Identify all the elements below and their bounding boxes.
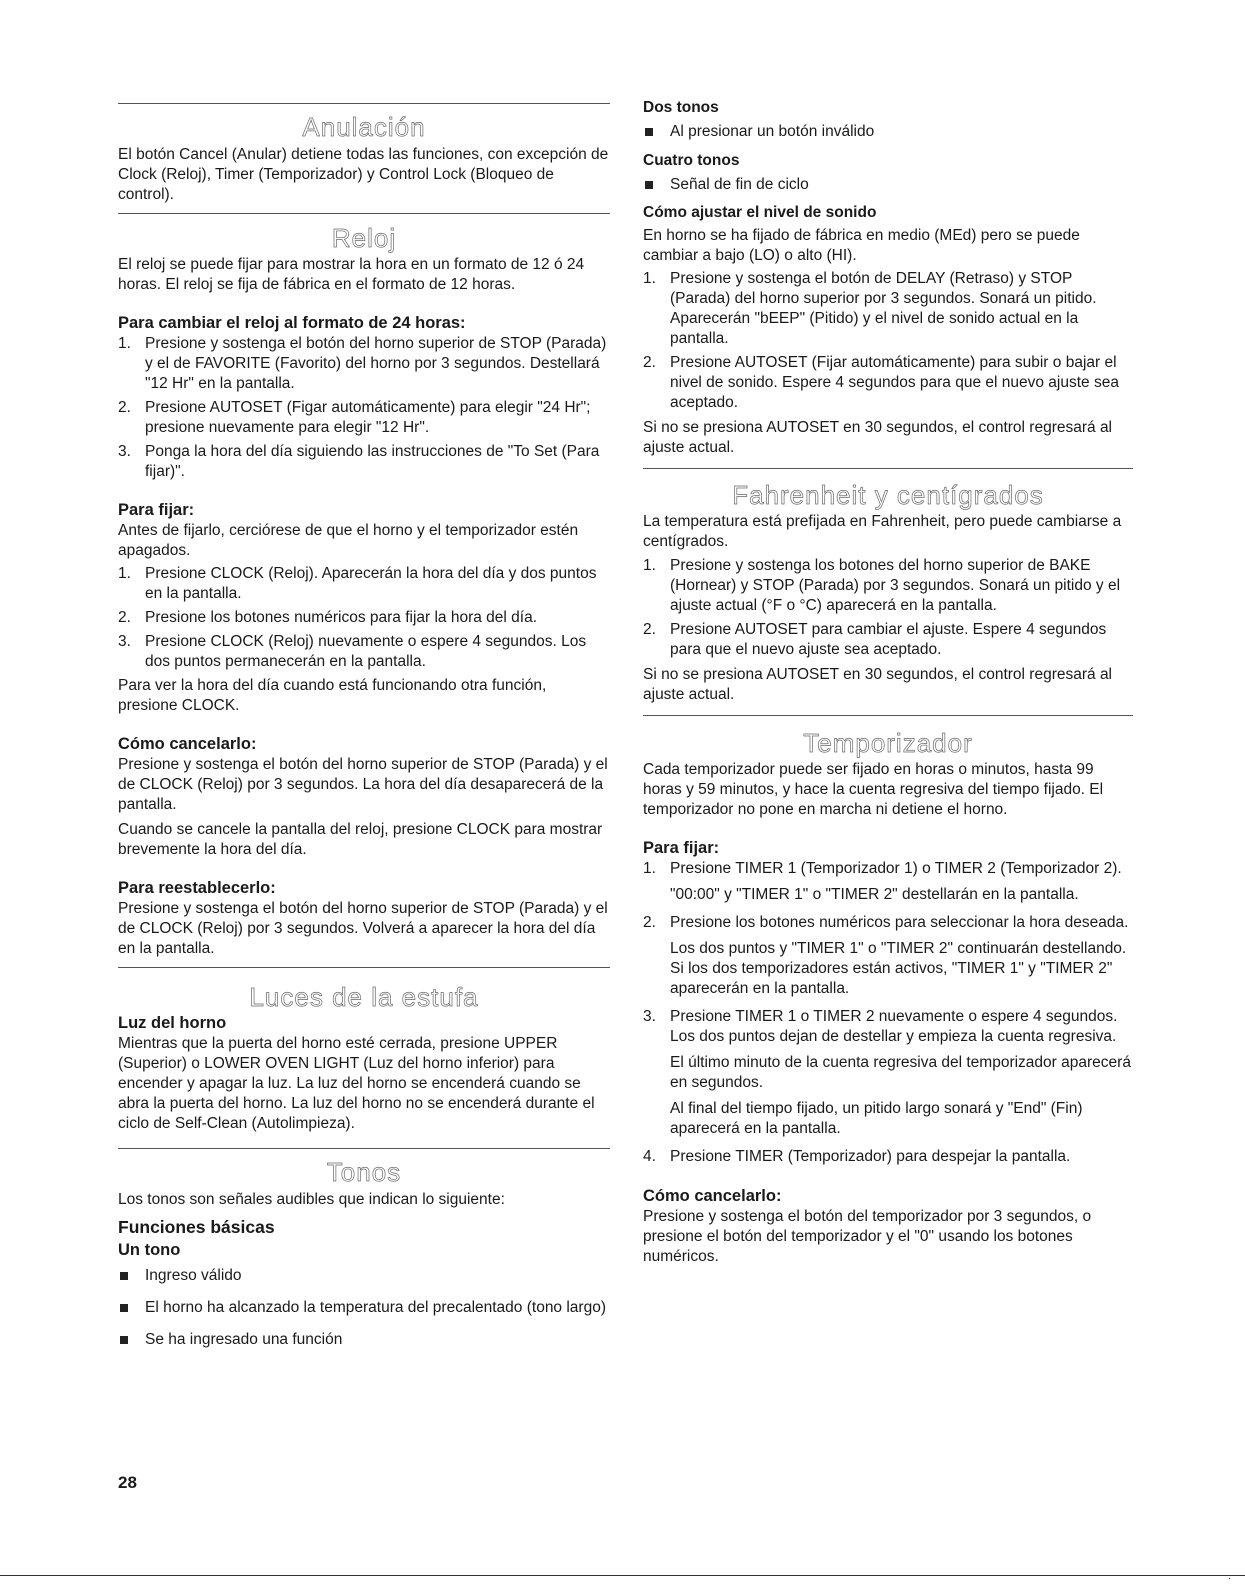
right-column <box>643 0 1133 1267</box>
step-text: Ponga la hora del día siguiendo las instrucciones de "To Set (Para fijar)". <box>145 443 600 480</box>
list-item <box>118 1266 610 1286</box>
bullet-icon <box>120 1336 128 1344</box>
reloj-formato-heading: Para cambiar el reloj al formato de 24 horas: <box>118 314 466 332</box>
cuatro-tonos-heading: Cuatro tonos <box>643 152 740 169</box>
list-item <box>118 608 610 628</box>
reloj-formato-steps <box>118 334 610 482</box>
step-number: 2. <box>643 914 656 931</box>
bullet-text: Al presionar un botón inválido <box>670 123 875 140</box>
cuatro-tonos-list <box>643 175 1133 195</box>
bullet-text: Ingreso válido <box>145 1267 242 1284</box>
section-rule <box>643 715 1133 716</box>
step-text: Presione TIMER 1 (Temporizador 1) o TIMER 2 (Temporizador 2). <box>670 860 1122 877</box>
step-number: 2. <box>118 399 131 416</box>
list-item <box>643 175 1133 195</box>
list-item <box>118 398 610 438</box>
nivel-note: Si no se presiona AUTOSET en 30 segundos, el control regresará al ajuste actual. <box>643 419 1113 456</box>
step-number: 4. <box>643 1148 656 1165</box>
step-text: Presione los botones numéricos para seleccionar la hora deseada. <box>670 914 1129 931</box>
temporizador-cancelar-heading: Cómo cancelarlo: <box>643 1187 782 1205</box>
fahrenheit-note: Si no se presiona AUTOSET en 30 segundos, el control regresará al ajuste actual. <box>643 666 1113 703</box>
step-text: Presione y sostenga el botón del horno superior de STOP (Parada) y el de FAVORITE (Favorito) del horno por 3 segundos. Destellará "12 Hr" en la pantalla. <box>145 335 607 392</box>
temporizador-cancelar-text: Presione y sostenga el botón del temporizador por 3 segundos, o presione el botón del temporizador y el "0" usando los botones numéricos. <box>643 1208 1092 1265</box>
list-item <box>643 353 1133 413</box>
temporizador-fijar-heading: Para fijar: <box>643 839 720 857</box>
bullet-icon <box>645 128 653 136</box>
step-number: 1. <box>643 557 656 574</box>
reloj-restablecer-text: Presione y sostenga el botón del horno superior de STOP (Parada) y el de CLOCK (Reloj) por 3 segundos. Volverá a aparecer la hora del día en la pantalla. <box>118 900 608 957</box>
tonos-un-tono-heading: Un tono <box>118 1241 181 1259</box>
section-title-anulacion: Anulación <box>302 112 426 142</box>
step-text: Presione y sostenga el botón de DELAY (Retraso) y STOP (Parada) del horno superior por 3 segundos. Sonará un pitido. Aparecerán "bEEP" (Pitido) y el nivel de sonido actual en la pantalla. <box>670 270 1097 347</box>
step-text: Presione y sostenga los botones del horno superior de BAKE (Hornear) y STOP (Parada) por 3 segundos. Sonará un pitido y el ajuste actual (°F o °C) aparecerá en la pantalla. <box>670 557 1121 614</box>
tonos-funciones-heading: Funciones básicas <box>118 1217 275 1237</box>
section-title-fahrenheit: Fahrenheit y centígrados <box>732 480 1044 510</box>
corner-mark: · <box>1228 1573 1232 1584</box>
step-number: 1. <box>118 565 131 582</box>
temporizador-intro: Cada temporizador puede ser fijado en horas o minutos, hasta 99 horas y 59 minutos, y hace la cuenta regresiva del tiempo fijado. El temporizador no pone en marcha ni detiene el horno. <box>643 761 1104 818</box>
section-rule <box>118 1148 610 1149</box>
section-title-reloj: Reloj <box>331 223 397 253</box>
luces-heading: Luz del horno <box>118 1014 227 1032</box>
step-number: 3. <box>118 633 131 650</box>
step-number: 2. <box>643 621 656 638</box>
section-rule <box>118 967 610 968</box>
list-item <box>118 564 610 604</box>
section-rule <box>643 468 1133 469</box>
reloj-cancelar-heading: Cómo cancelarlo: <box>118 735 257 753</box>
reloj-restablecer-heading: Para reestablecerlo: <box>118 879 276 897</box>
bullet-text: Señal de fin de ciclo <box>670 176 809 193</box>
bullet-text: Se ha ingresado una función <box>145 1331 343 1348</box>
anulacion-text: El botón Cancel (Anular) detiene todas las funciones, con excepción de Clock (Reloj), Timer (Temporizador) y Control Lock (Bloqueo de control). <box>118 146 609 203</box>
list-item <box>118 442 610 482</box>
temporizador-steps <box>643 859 1133 1167</box>
step-subtext: "00:00" y "TIMER 1" o "TIMER 2" destellarán en la pantalla. <box>670 886 1079 903</box>
step-text: Presione CLOCK (Reloj). Aparecerán la hora del día y dos puntos en la pantalla. <box>145 565 597 602</box>
list-item <box>118 1298 610 1318</box>
bottom-rule <box>0 1575 1245 1576</box>
bullet-icon <box>645 181 653 189</box>
step-subtext: Al final del tiempo fijado, un pitido largo sonará y "End" (Fin) aparecerá en la pantalla. <box>670 1100 1083 1137</box>
step-text: Presione TIMER (Temporizador) para despejar la pantalla. <box>670 1148 1071 1165</box>
step-subtext: Los dos puntos y "TIMER 1" o "TIMER 2" continuarán destellando. Si los dos temporizadores están activos, "TIMER 1" y "TIMER 2" aparecerán en la pantalla. <box>670 940 1127 997</box>
left-column <box>118 0 610 1350</box>
step-text: Presione CLOCK (Reloj) nuevamente o espere 4 segundos. Los dos puntos permanecerán en la pantalla. <box>145 633 587 670</box>
nivel-steps <box>643 269 1133 413</box>
reloj-intro: El reloj se puede fijar para mostrar la hora en un formato de 12 ó 24 horas. El reloj se fija de fábrica en el formato de 12 horas. <box>118 256 585 293</box>
list-item <box>643 859 1133 905</box>
list-item <box>643 556 1133 616</box>
nivel-intro: En horno se ha fijado de fábrica en medio (MEd) pero se puede cambiar a bajo (LO) o alto (HI). <box>643 227 1080 264</box>
step-text: Presione los botones numéricos para fijar la hora del día. <box>145 609 538 626</box>
step-number: 3. <box>118 443 131 460</box>
reloj-fijar-note: Para ver la hora del día cuando está funcionando otra función, presione CLOCK. <box>118 677 547 714</box>
list-item <box>643 1147 1133 1167</box>
reloj-cancelar-text: Presione y sostenga el botón del horno superior de STOP (Parada) y el de CLOCK (Reloj) por 3 segundos. La hora del día desaparecerá de la pantalla. <box>118 756 608 813</box>
list-item <box>118 1330 610 1350</box>
step-subtext: El último minuto de la cuenta regresiva del temporizador aparecerá en segundos. <box>670 1054 1131 1091</box>
list-item <box>643 269 1133 349</box>
step-number: 1. <box>643 860 656 877</box>
step-text: Presione AUTOSET (Fijar automáticamente) para subir o bajar el nivel de sonido. Espere 4 segundos para que el nuevo ajuste sea aceptado. <box>670 354 1119 411</box>
bullet-icon <box>120 1272 128 1280</box>
step-number: 1. <box>643 270 656 287</box>
step-text: Presione AUTOSET para cambiar el ajuste. Espere 4 segundos para que el nuevo ajuste sea aceptado. <box>670 621 1107 658</box>
section-rule <box>118 213 610 214</box>
step-number: 2. <box>118 609 131 626</box>
step-number: 1. <box>118 335 131 352</box>
section-title-luces: Luces de la estufa <box>249 982 479 1012</box>
step-text: Presione AUTOSET (Figar automáticamente) para elegir "24 Hr"; presione nuevamente para elegir "12 Hr". <box>145 399 591 436</box>
fahrenheit-steps <box>643 556 1133 660</box>
step-number: 3. <box>643 1008 656 1025</box>
step-text: Presione TIMER 1 o TIMER 2 nuevamente o espere 4 segundos. Los dos puntos dejan de destellar y empieza la cuenta regresiva. <box>670 1008 1118 1045</box>
list-item <box>643 1007 1133 1139</box>
tonos-intro: Los tonos son señales audibles que indican lo siguiente: <box>118 1191 505 1208</box>
section-rule <box>118 103 610 104</box>
list-item <box>118 632 610 672</box>
section-title-tonos: Tonos <box>326 1157 402 1187</box>
luces-text: Mientras que la puerta del horno esté cerrada, presione UPPER (Superior) o LOWER OVEN LIGHT (Luz del horno inferior) para encender y apagar la luz. La luz del horno se encenderá cuando se abra la puerta del horno. La luz del horno no se encenderá durante el ciclo de Self-Clean (Autolimpieza). <box>118 1035 595 1132</box>
section-title-temporizador: Temporizador <box>803 728 973 758</box>
reloj-cancelar-note: Cuando se cancele la pantalla del reloj, presione CLOCK para mostrar brevemente la hora del día. <box>118 821 603 858</box>
bullet-text: El horno ha alcanzado la temperatura del precalentado (tono largo) <box>145 1299 606 1316</box>
list-item <box>643 913 1133 999</box>
un-tono-list <box>118 1266 610 1350</box>
bullet-icon <box>120 1304 128 1312</box>
reloj-fijar-heading: Para fijar: <box>118 501 195 519</box>
page-number: 28 <box>118 1473 137 1492</box>
step-number: 2. <box>643 354 656 371</box>
list-item <box>118 334 610 394</box>
reloj-fijar-steps <box>118 564 610 672</box>
dos-tonos-heading: Dos tonos <box>643 99 719 116</box>
dos-tonos-list <box>643 122 1133 142</box>
list-item <box>643 122 1133 142</box>
fahrenheit-intro: La temperatura está prefijada en Fahrenheit, pero puede cambiarse a centígrados. <box>643 513 1122 550</box>
reloj-fijar-intro: Antes de fijarlo, cerciórese de que el horno y el temporizador estén apagados. <box>118 522 579 559</box>
nivel-heading: Cómo ajustar el nivel de sonido <box>643 204 877 221</box>
list-item <box>643 620 1133 660</box>
